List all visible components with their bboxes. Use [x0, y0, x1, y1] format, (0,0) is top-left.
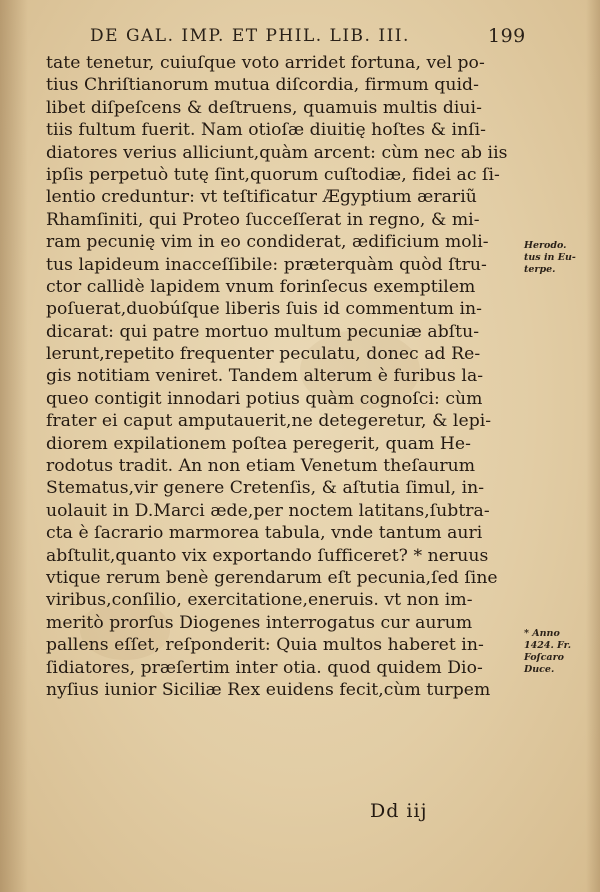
text-line: Stematus,vir genere Cretenſis, & aſtutia ſimul, in-	[46, 478, 485, 499]
text-line: tiis fultum fuerit. Nam otioſæ diuitię hoſtes & inſi-	[46, 120, 487, 141]
text-line: viribus,conſilio, exercitatione,eneruis. vt non im-	[46, 590, 473, 611]
text-line: diorem expilationem poſtea peregerit, quam He-	[46, 433, 471, 454]
marginal-note-line: Duce.	[524, 664, 555, 675]
text-line: nyſius iunior Siciliæ Rex euidens fecit,cùm turpem	[46, 679, 491, 700]
page-header	[90, 22, 550, 50]
marginal-note-anno	[524, 628, 594, 676]
text-line: pallens eſſet, reſponderit: Quia multos haberet in-	[46, 635, 484, 656]
marginal-note-line: Herodo.	[524, 240, 567, 251]
text-line: vtique rerum benè gerendarum eſt pecunia,ſed ſine	[46, 567, 498, 588]
marginal-note-line: terpe.	[524, 264, 556, 275]
text-line: gis notitiam veniret. Tandem alterum è furibus la-	[46, 366, 484, 387]
text-line: lerunt,repetito frequenter peculatu, donec ad Re-	[46, 344, 481, 365]
text-line: ipſis perpetuò tutę ſint,quorum cuſtodiæ, fidei ac ſi-	[46, 164, 500, 185]
text-line: ram pecunię vim in eo condiderat, ædificium moli-	[46, 232, 489, 253]
signature-mark: Dd iij	[370, 800, 428, 822]
text-line: meritò prorſus Diogenes interrogatus cur aurum	[46, 612, 473, 633]
text-line: queo contigit innodari potius quàm cognoſci: cùm	[46, 388, 483, 409]
text-line: ſidiatores, præſertim inter otia. quod quidem Dio-	[46, 657, 483, 678]
text-line: tius Chriſtianorum mutua diſcordia, firmum quid-	[46, 75, 479, 96]
text-line: rodotus tradit. An non etiam Venetum theſaurum	[46, 456, 476, 477]
text-line: tate tenetur, cuiuſque voto arridet fortuna, vel po-	[46, 53, 485, 73]
text-line: lentio creduntur: vt teſtificatur Ægyptium ærariũ	[46, 187, 477, 208]
text-line: Rhamſiniti, qui Proteo ſucceſſerat in regno, & mi-	[46, 209, 480, 230]
text-line: libet diſpeſcens & deſtruens, quamuis multis diui-	[46, 97, 482, 118]
text-line: cta è ſacrario marmorea tabula, vnde tantum auri	[46, 523, 483, 544]
text-line: tus lapideum inacceſſibile: præterquàm quòd ſtru-	[46, 254, 487, 275]
page-number: 199	[488, 25, 526, 47]
text-line: poſuerat,duobúſque liberis ſuis id commentum in-	[46, 299, 483, 320]
text-line: ctor callidè lapidem vnum forinſecus exemptilem	[46, 276, 476, 297]
text-line: frater ei caput amputauerit,ne detegeretur, & lepi-	[46, 411, 492, 432]
marginal-note-line: tus in Eu-	[524, 252, 576, 263]
running-head: DE GAL. IMP. ET PHIL. LIB. III.	[90, 26, 410, 46]
text-line: dicarat: qui patre mortuo multum pecuniæ abſtu-	[46, 321, 480, 342]
marginal-note-line: Foſcaro	[524, 652, 564, 663]
body-text	[46, 52, 516, 701]
marginal-note-line: * Anno	[524, 628, 560, 639]
page-gutter-shadow	[0, 0, 28, 892]
page-edge-shadow	[586, 0, 600, 892]
marginal-note-herodotus	[524, 240, 594, 276]
text-line: diatores verius alliciunt,quàm arcent: cùm nec ab iis	[46, 142, 508, 163]
text-line: uolauit in D.Marci æde,per noctem latitans,ſubtra-	[46, 500, 490, 521]
marginal-note-line: 1424. Fr.	[524, 640, 572, 651]
text-line: abſtulit,quanto vix exportando ſufficeret? * neruus	[46, 545, 489, 566]
